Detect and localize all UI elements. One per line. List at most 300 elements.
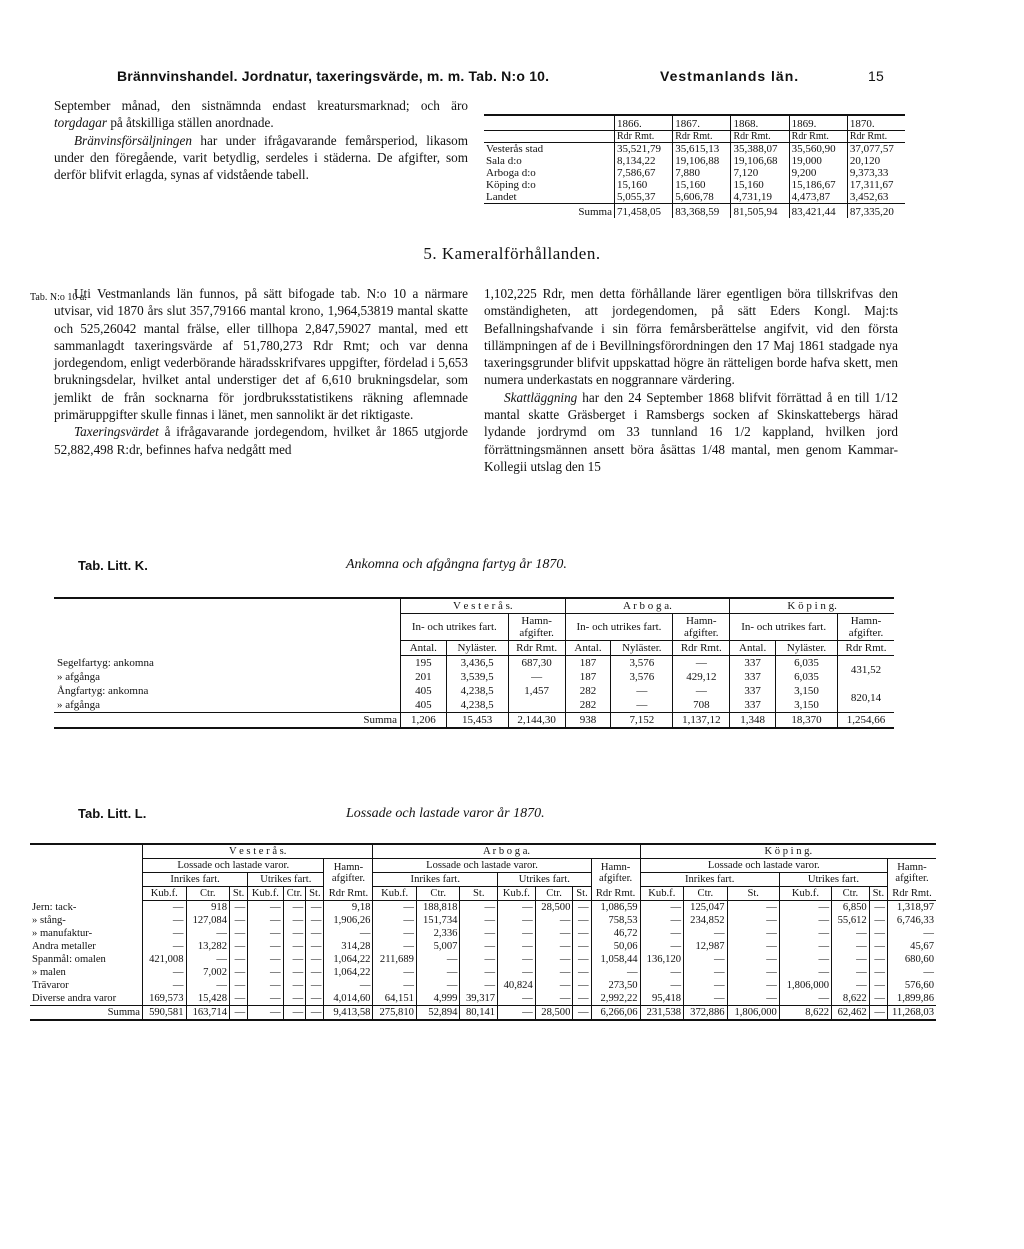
unit-header: Rdr Rmt. bbox=[731, 131, 789, 143]
town-header: V e s t e r å s. bbox=[143, 844, 373, 859]
value-cell: 4,731,19 bbox=[731, 191, 789, 204]
sum-cell: 11,268,03 bbox=[888, 1006, 937, 1021]
sum-cell: 1,254,66 bbox=[838, 713, 895, 729]
goods-group-header: Lossade och lastade varor. bbox=[143, 859, 324, 873]
value-cell: 39,317 bbox=[460, 992, 498, 1006]
value-cell: 3,539,5 bbox=[446, 670, 508, 684]
col-header: Kub.f. bbox=[248, 887, 283, 901]
col-header: Nyläster. bbox=[446, 641, 508, 656]
sum-label: Summa bbox=[54, 713, 401, 729]
sum-cell: 7,152 bbox=[611, 713, 673, 729]
value-cell: — bbox=[535, 992, 573, 1006]
value-cell: — bbox=[230, 914, 248, 927]
col-header: Kub.f. bbox=[143, 887, 187, 901]
table-reference: Tab. N:o 10 a. bbox=[30, 292, 87, 303]
value-cell: — bbox=[535, 953, 573, 966]
value-cell: 35,560,90 bbox=[789, 143, 847, 156]
value-cell: — bbox=[460, 914, 498, 927]
value-cell: — bbox=[869, 992, 887, 1006]
table-row bbox=[54, 684, 894, 698]
value-cell: — bbox=[186, 927, 230, 940]
value-cell: — bbox=[306, 901, 324, 915]
sum-cell: — bbox=[248, 1006, 283, 1021]
value-cell: 9,18 bbox=[324, 901, 373, 915]
value-cell: 6,850 bbox=[832, 901, 870, 915]
value-cell: — bbox=[460, 953, 498, 966]
value-cell: — bbox=[727, 901, 779, 915]
table-row bbox=[30, 979, 936, 992]
value-cell: — bbox=[230, 927, 248, 940]
value-cell: 6,746,33 bbox=[888, 914, 937, 927]
value-cell: 40,824 bbox=[498, 979, 536, 992]
value-cell: 1,064,22 bbox=[324, 953, 373, 966]
value-cell: — bbox=[640, 914, 684, 927]
value-cell: 4,238,5 bbox=[446, 698, 508, 713]
fart-header: In- och utrikes fart. bbox=[730, 614, 838, 641]
value-cell: 687,30 bbox=[508, 656, 565, 671]
value-cell: 2,992,22 bbox=[591, 992, 640, 1006]
intro-p1: September månad, den sistnämnda endast kreatursmarknad; och äro bbox=[54, 98, 468, 113]
table-l-caption: Lossade och lastade varor år 1870. bbox=[346, 806, 545, 821]
value-cell: — bbox=[143, 979, 187, 992]
sum-cell: 71,458,05 bbox=[615, 204, 673, 219]
table-row bbox=[484, 167, 905, 179]
value-cell: — bbox=[230, 953, 248, 966]
value-cell: — bbox=[832, 979, 870, 992]
utrikes-header: Utrikes fart. bbox=[498, 873, 591, 887]
sum-cell: 6,266,06 bbox=[591, 1006, 640, 1021]
col-header: Nyläster. bbox=[611, 641, 673, 656]
value-cell: 4,238,5 bbox=[446, 684, 508, 698]
fees-header: Hamn-afgifter. bbox=[673, 614, 730, 641]
value-cell: — bbox=[573, 992, 591, 1006]
value-cell: — bbox=[869, 953, 887, 966]
value-cell: 3,452,63 bbox=[847, 191, 905, 204]
table-row bbox=[30, 992, 936, 1006]
value-cell: — bbox=[640, 940, 684, 953]
value-cell: 1,058,44 bbox=[591, 953, 640, 966]
value-cell: — bbox=[684, 953, 728, 966]
sum-cell: 163,714 bbox=[186, 1006, 230, 1021]
inrikes-header: Inrikes fart. bbox=[143, 873, 248, 887]
value-cell: — bbox=[573, 979, 591, 992]
col-header: St. bbox=[869, 887, 887, 901]
fees-header: Hamn-afgifter. bbox=[888, 859, 937, 887]
inrikes-header: Inrikes fart. bbox=[373, 873, 498, 887]
row-label: » stång- bbox=[32, 915, 66, 926]
col-header: Ctr. bbox=[832, 887, 870, 901]
value-cell: 211,689 bbox=[373, 953, 417, 966]
value-cell: 7,120 bbox=[731, 167, 789, 179]
value-cell: 3,436,5 bbox=[446, 656, 508, 671]
value-cell: — bbox=[283, 979, 306, 992]
value-cell: 576,60 bbox=[888, 979, 937, 992]
table-k-label: Tab. Litt. K. bbox=[78, 558, 148, 573]
sum-cell: 18,370 bbox=[775, 713, 837, 729]
value-cell: — bbox=[869, 979, 887, 992]
value-cell: — bbox=[640, 979, 684, 992]
sum-cell: 2,144,30 bbox=[508, 713, 565, 729]
value-cell: 55,612 bbox=[832, 914, 870, 927]
value-cell: 95,418 bbox=[640, 992, 684, 1006]
value-cell: 680,60 bbox=[888, 953, 937, 966]
sum-cell: 275,810 bbox=[373, 1006, 417, 1021]
right-column-text bbox=[484, 285, 898, 475]
page-number: 15 bbox=[868, 68, 884, 84]
value-cell: 1,318,97 bbox=[888, 901, 937, 915]
table-k-caption: Ankomna och afgångna fartyg år 1870. bbox=[346, 557, 567, 572]
value-cell: — bbox=[373, 927, 417, 940]
value-cell: 421,008 bbox=[143, 953, 187, 966]
fart-header: In- och utrikes fart. bbox=[565, 614, 673, 641]
sum-cell: 938 bbox=[565, 713, 611, 729]
table-l-label: Tab. Litt. L. bbox=[78, 806, 147, 821]
left-p1: Uti Vestmanlands län funnos, på sätt bifogade tab. N:o 10 a närmare utvisar, vid 1870 års slut 357,79166 mantal krono, 1,964,53819 mantal skatte och 525,26042 mantal frälse, eller tillhopa 2,847,59027 mantal, med ett sammanlagdt taxeringsvärde af 51,780,273 Rdr Rmt; och var denna jordegendom, enligt vederbörande häradsskrifvares uppgifter, fördelad i 5,653 brukningsdelar, hvilket antal understiger det af 6,610 brukningsdelar, som jemlikt de från socknarna för jordbruksstatistikens räkning aflemnade primäruppgifter skulle finnas i länet, men sannolikt är det riktigaste. bbox=[54, 286, 468, 423]
value-cell: 15,186,67 bbox=[789, 179, 847, 191]
value-cell: — bbox=[869, 914, 887, 927]
value-cell: — bbox=[573, 927, 591, 940]
intro-p2-rest: har under ifrågavarande femårsperiod, likasom under den föregående, varit betydlig, serdeles i städerna. De afgifter, som derför blifvit erlagda, synas af vidstående tabell. bbox=[54, 132, 469, 183]
row-label: Vesterås stad bbox=[486, 143, 544, 155]
value-cell: — bbox=[460, 940, 498, 953]
col-header: St. bbox=[230, 887, 248, 901]
value-cell: — bbox=[416, 979, 460, 992]
sum-cell: — bbox=[498, 1006, 536, 1021]
ships-table bbox=[54, 597, 894, 729]
value-cell: — bbox=[248, 914, 283, 927]
value-cell: 187 bbox=[565, 656, 611, 671]
value-cell: 5,055,37 bbox=[615, 191, 673, 204]
value-cell: — bbox=[230, 966, 248, 979]
value-cell: — bbox=[498, 914, 536, 927]
value-cell: — bbox=[888, 966, 937, 979]
sum-cell: 1,206 bbox=[401, 713, 447, 729]
left-p2-rest: å ifrågavarande jordegendom, hvilket år 1865 utgjorde 52,882,498 R:dr, befinnes hafva nedgått med bbox=[54, 424, 469, 457]
koping-fee-cell: 820,14 bbox=[838, 684, 895, 713]
running-header-county: Vestmanlands län. bbox=[660, 68, 800, 84]
value-cell: 35,388,07 bbox=[731, 143, 789, 156]
value-cell: — bbox=[306, 966, 324, 979]
value-cell: — bbox=[573, 901, 591, 915]
value-cell: 337 bbox=[730, 698, 776, 713]
value-cell: — bbox=[727, 940, 779, 953]
col-header: Rdr Rmt. bbox=[591, 887, 640, 901]
col-header: Ctr. bbox=[535, 887, 573, 901]
running-header-left: Brännvinshandel. Jordnatur, taxeringsvärde, m. m. Tab. N:o 10. bbox=[117, 68, 550, 84]
col-header: Rdr Rmt. bbox=[888, 887, 937, 901]
value-cell: 127,084 bbox=[186, 914, 230, 927]
value-cell: 337 bbox=[730, 684, 776, 698]
value-cell: 50,06 bbox=[591, 940, 640, 953]
utrikes-header: Utrikes fart. bbox=[248, 873, 324, 887]
sum-cell: 80,141 bbox=[460, 1006, 498, 1021]
intro-p1-emphasis: torgdagar bbox=[54, 115, 108, 131]
value-cell: 15,160 bbox=[615, 179, 673, 191]
table-row bbox=[54, 670, 894, 684]
value-cell: — bbox=[727, 966, 779, 979]
value-cell: — bbox=[460, 979, 498, 992]
value-cell: — bbox=[779, 966, 831, 979]
value-cell: 405 bbox=[401, 684, 447, 698]
value-cell: 3,150 bbox=[775, 684, 837, 698]
value-cell: — bbox=[673, 656, 730, 671]
value-cell: 1,086,59 bbox=[591, 901, 640, 915]
value-cell: — bbox=[248, 979, 283, 992]
sum-cell: 1,348 bbox=[730, 713, 776, 729]
value-cell: 187 bbox=[565, 670, 611, 684]
value-cell: — bbox=[498, 992, 536, 1006]
sum-cell: 590,581 bbox=[143, 1006, 187, 1021]
value-cell: — bbox=[684, 979, 728, 992]
value-cell: — bbox=[591, 966, 640, 979]
table-row bbox=[54, 656, 894, 671]
value-cell: — bbox=[727, 927, 779, 940]
table-row bbox=[484, 191, 905, 204]
goods-group-header: Lossade och lastade varor. bbox=[373, 859, 591, 873]
value-cell: — bbox=[186, 979, 230, 992]
sum-cell: 28,500 bbox=[535, 1006, 573, 1021]
col-header: St. bbox=[306, 887, 324, 901]
fees-header: Hamn-afgifter. bbox=[591, 859, 640, 887]
sum-cell: 231,538 bbox=[640, 1006, 684, 1021]
value-cell: — bbox=[373, 901, 417, 915]
right-p2-rest: har den 24 September 1868 blifvit förrättad å en till 1/12 mantal skatte Gräsberget i Ramsbergs socken af Skinskattebergs härad lydande jordrymd om 33 tunnland 16 1/2 kappland, hvilken jord förrättningsmännen ansett böra åsättas 1/48 mantal, men genom Kammar-Kollegii utslag den 15 bbox=[484, 389, 899, 474]
value-cell: 6,035 bbox=[775, 656, 837, 671]
row-label: Trävaror bbox=[32, 980, 69, 991]
year-header: 1870. bbox=[847, 115, 905, 131]
value-cell: 1,906,26 bbox=[324, 914, 373, 927]
value-cell: — bbox=[248, 992, 283, 1006]
value-cell: — bbox=[498, 966, 536, 979]
value-cell: 8,622 bbox=[832, 992, 870, 1006]
value-cell: — bbox=[306, 927, 324, 940]
row-label: Köping d:o bbox=[486, 179, 536, 191]
value-cell: — bbox=[535, 914, 573, 927]
value-cell: 1,064,22 bbox=[324, 966, 373, 979]
sum-cell: — bbox=[573, 1006, 591, 1021]
value-cell: 4,999 bbox=[416, 992, 460, 1006]
value-cell: — bbox=[460, 927, 498, 940]
value-cell: — bbox=[306, 940, 324, 953]
value-cell: 15,428 bbox=[186, 992, 230, 1006]
value-cell: — bbox=[283, 940, 306, 953]
value-cell: — bbox=[779, 940, 831, 953]
value-cell: — bbox=[283, 914, 306, 927]
year-header: 1868. bbox=[731, 115, 789, 131]
value-cell: — bbox=[779, 992, 831, 1006]
value-cell: — bbox=[727, 992, 779, 1006]
value-cell: 17,311,67 bbox=[847, 179, 905, 191]
row-label: » afgånga bbox=[57, 699, 101, 711]
value-cell: 195 bbox=[401, 656, 447, 671]
value-cell: 1,806,000 bbox=[779, 979, 831, 992]
value-cell: 19,000 bbox=[789, 155, 847, 167]
value-cell: — bbox=[283, 927, 306, 940]
value-cell: — bbox=[306, 953, 324, 966]
value-cell: — bbox=[832, 940, 870, 953]
sum-cell: 87,335,20 bbox=[847, 204, 905, 219]
value-cell: 282 bbox=[565, 698, 611, 713]
value-cell: — bbox=[779, 901, 831, 915]
col-header: St. bbox=[460, 887, 498, 901]
years-table-corner bbox=[484, 115, 615, 131]
value-cell: 151,734 bbox=[416, 914, 460, 927]
value-cell: — bbox=[498, 953, 536, 966]
value-cell: 7,880 bbox=[673, 167, 731, 179]
goods-group-header: Lossade och lastade varor. bbox=[640, 859, 887, 873]
value-cell: — bbox=[498, 940, 536, 953]
value-cell: 758,53 bbox=[591, 914, 640, 927]
sum-cell: 372,886 bbox=[684, 1006, 728, 1021]
value-cell: — bbox=[283, 992, 306, 1006]
value-cell: 429,12 bbox=[673, 670, 730, 684]
value-cell: — bbox=[869, 940, 887, 953]
value-cell: 5,606,78 bbox=[673, 191, 731, 204]
table-row bbox=[484, 155, 905, 167]
value-cell: — bbox=[779, 927, 831, 940]
value-cell: 1,457 bbox=[508, 684, 565, 698]
value-cell: 28,500 bbox=[535, 901, 573, 915]
col-header: Ctr. bbox=[416, 887, 460, 901]
value-cell: 7,586,67 bbox=[615, 167, 673, 179]
value-cell: — bbox=[640, 966, 684, 979]
unit-header: Rdr Rmt. bbox=[673, 131, 731, 143]
value-cell: 708 bbox=[673, 698, 730, 713]
value-cell: 37,077,57 bbox=[847, 143, 905, 156]
value-cell: — bbox=[727, 953, 779, 966]
sum-label: Summa bbox=[30, 1006, 143, 1021]
value-cell: 3,576 bbox=[611, 656, 673, 671]
col-header: Ctr. bbox=[186, 887, 230, 901]
value-cell: 20,120 bbox=[847, 155, 905, 167]
value-cell: — bbox=[283, 901, 306, 915]
value-cell: — bbox=[869, 966, 887, 979]
value-cell: — bbox=[640, 901, 684, 915]
town-header: A r b o g a. bbox=[373, 844, 640, 859]
row-label: Andra metaller bbox=[32, 941, 96, 952]
value-cell: — bbox=[535, 940, 573, 953]
value-cell: — bbox=[460, 901, 498, 915]
value-cell: — bbox=[727, 979, 779, 992]
value-cell: — bbox=[611, 684, 673, 698]
value-cell: — bbox=[832, 966, 870, 979]
value-cell: 314,28 bbox=[324, 940, 373, 953]
value-cell: 46,72 bbox=[591, 927, 640, 940]
value-cell: 8,134,22 bbox=[615, 155, 673, 167]
table-row bbox=[30, 966, 936, 979]
sum-label: Summa bbox=[484, 204, 615, 219]
fees-header: Hamn-afgifter. bbox=[838, 614, 895, 641]
value-cell: — bbox=[143, 927, 187, 940]
value-cell: 3,576 bbox=[611, 670, 673, 684]
value-cell: — bbox=[416, 953, 460, 966]
utrikes-header: Utrikes fart. bbox=[779, 873, 887, 887]
value-cell: — bbox=[673, 684, 730, 698]
value-cell: 1,899,86 bbox=[888, 992, 937, 1006]
sum-cell: 1,806,000 bbox=[727, 1006, 779, 1021]
value-cell: — bbox=[230, 940, 248, 953]
town-header: K ö p i n g. bbox=[640, 844, 936, 859]
value-cell: — bbox=[416, 966, 460, 979]
value-cell: — bbox=[143, 966, 187, 979]
col-header: Kub.f. bbox=[640, 887, 684, 901]
value-cell: 2,336 bbox=[416, 927, 460, 940]
value-cell: 45,67 bbox=[888, 940, 937, 953]
value-cell: 4,473,87 bbox=[789, 191, 847, 204]
value-cell: — bbox=[230, 901, 248, 915]
value-cell: 405 bbox=[401, 698, 447, 713]
value-cell: — bbox=[248, 953, 283, 966]
value-cell: — bbox=[535, 966, 573, 979]
value-cell: — bbox=[306, 914, 324, 927]
col-header: Ctr. bbox=[684, 887, 728, 901]
left-p2-emphasis: Taxeringsvärdet bbox=[74, 424, 159, 440]
value-cell: — bbox=[832, 953, 870, 966]
value-cell: 9,373,33 bbox=[847, 167, 905, 179]
value-cell: 136,120 bbox=[640, 953, 684, 966]
value-cell: 19,106,88 bbox=[673, 155, 731, 167]
value-cell bbox=[508, 698, 565, 713]
value-cell: — bbox=[508, 670, 565, 684]
row-label: » malen bbox=[32, 967, 66, 978]
fees-header: Hamn-afgifter. bbox=[324, 859, 373, 887]
value-cell: — bbox=[573, 966, 591, 979]
table-row bbox=[30, 927, 936, 940]
year-header: 1866. bbox=[615, 115, 673, 131]
value-cell: — bbox=[535, 927, 573, 940]
value-cell: — bbox=[779, 953, 831, 966]
year-header: 1869. bbox=[789, 115, 847, 131]
unit-header: Rdr Rmt. bbox=[789, 131, 847, 143]
value-cell: — bbox=[248, 940, 283, 953]
value-cell: 64,151 bbox=[373, 992, 417, 1006]
value-cell: 337 bbox=[730, 656, 776, 671]
col-header: Kub.f. bbox=[498, 887, 536, 901]
value-cell: 337 bbox=[730, 670, 776, 684]
sum-cell: 15,453 bbox=[446, 713, 508, 729]
value-cell: 13,282 bbox=[186, 940, 230, 953]
value-cell: — bbox=[283, 966, 306, 979]
value-cell: 5,007 bbox=[416, 940, 460, 953]
value-cell: 234,852 bbox=[684, 914, 728, 927]
value-cell: 19,106,68 bbox=[731, 155, 789, 167]
value-cell: 918 bbox=[186, 901, 230, 915]
sum-cell: 8,622 bbox=[779, 1006, 831, 1021]
table-row bbox=[30, 901, 936, 915]
value-cell: — bbox=[460, 966, 498, 979]
col-header: Antal. bbox=[565, 641, 611, 656]
sum-cell: — bbox=[306, 1006, 324, 1021]
value-cell: 9,200 bbox=[789, 167, 847, 179]
sum-cell: 1,137,12 bbox=[673, 713, 730, 729]
row-label: Jern: tack- bbox=[32, 901, 77, 913]
value-cell: 188,818 bbox=[416, 901, 460, 915]
intro-p1-rest: på åtskilliga ställen anordnade. bbox=[110, 115, 274, 131]
value-cell: — bbox=[373, 940, 417, 953]
town-header: A r b o g a. bbox=[565, 598, 730, 614]
value-cell: — bbox=[573, 953, 591, 966]
value-cell: — bbox=[373, 966, 417, 979]
sum-cell: 81,505,94 bbox=[731, 204, 789, 219]
sum-cell: 9,413,58 bbox=[324, 1006, 373, 1021]
value-cell: — bbox=[248, 927, 283, 940]
value-cell: 35,615,13 bbox=[673, 143, 731, 156]
row-label: Segelfartyg: ankomna bbox=[57, 656, 154, 669]
col-header: Ctr. bbox=[283, 887, 306, 901]
value-cell: — bbox=[498, 901, 536, 915]
value-cell: — bbox=[498, 927, 536, 940]
row-label: Diverse andra varor bbox=[32, 993, 117, 1004]
